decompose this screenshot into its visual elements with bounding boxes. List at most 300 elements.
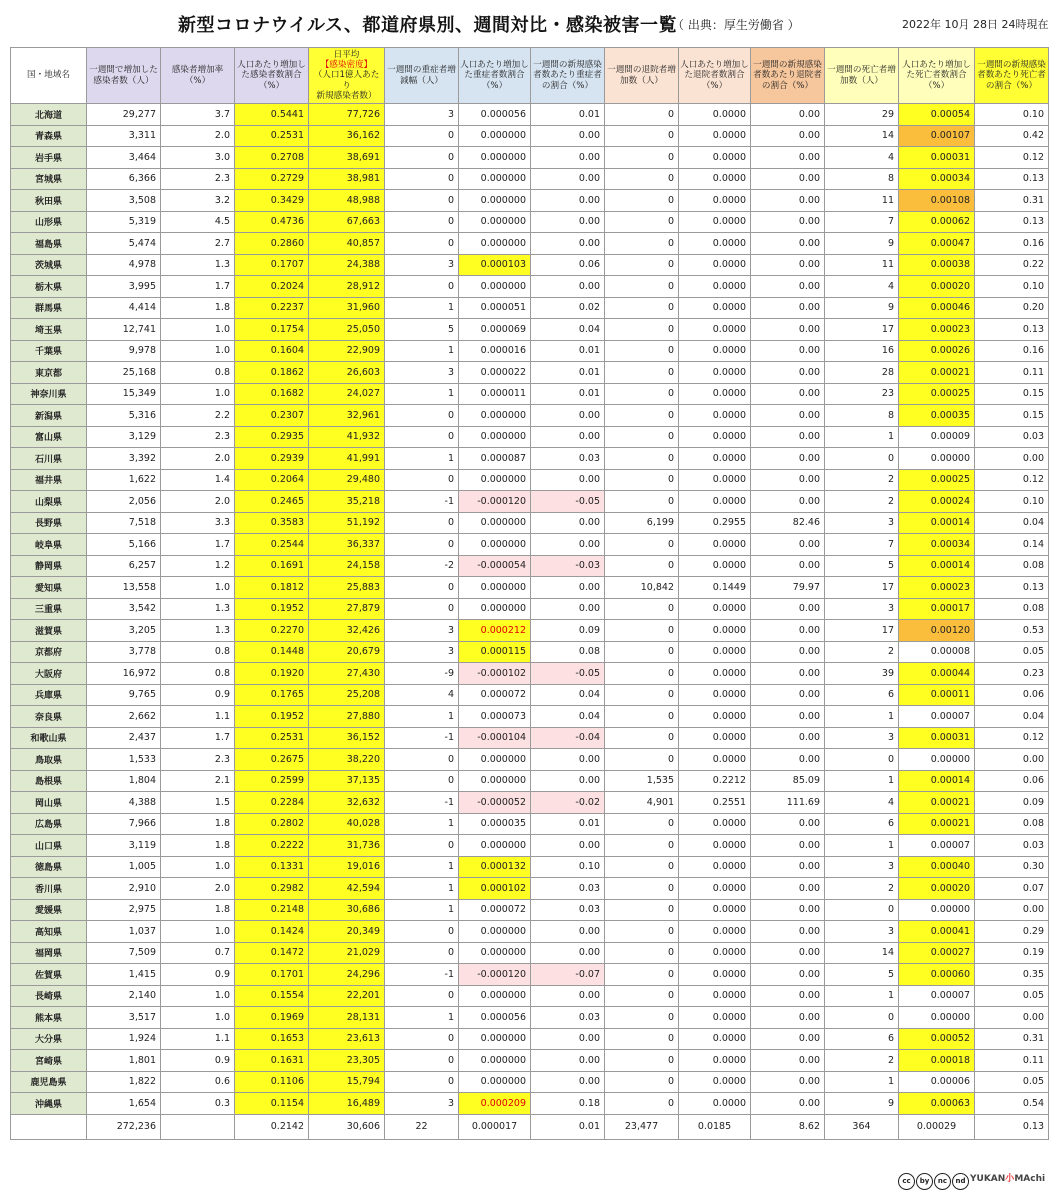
- cell-severe-ratio: -0.000054: [459, 555, 531, 577]
- cell-severe-ratio: 0.000000: [459, 276, 531, 298]
- cell-deaths: 8: [825, 405, 899, 427]
- table-row: [11, 792, 1049, 814]
- cell-severe-change: 1: [385, 448, 459, 470]
- cell-discharged-ratio: 0.0000: [679, 168, 751, 190]
- cell-severe-per-case: 0.00: [531, 426, 605, 448]
- total-cell: 272,236: [87, 1114, 161, 1139]
- prefecture-name: 奈良県: [11, 706, 87, 728]
- cell-discharged: 0: [605, 319, 679, 341]
- cell-severe-per-case: 0.00: [531, 211, 605, 233]
- cell-death-ratio: 0.00014: [899, 512, 975, 534]
- cell-deaths: 14: [825, 125, 899, 147]
- prefecture-name: 愛媛県: [11, 899, 87, 921]
- cell-new-cases: 3,778: [87, 641, 161, 663]
- table-row: [11, 1093, 1049, 1115]
- cell-density: 27,879: [309, 598, 385, 620]
- cell-discharged: 6,199: [605, 512, 679, 534]
- cell-severe-per-case: 0.10: [531, 856, 605, 878]
- cell-severe-ratio: 0.000000: [459, 469, 531, 491]
- cell-death-ratio: 0.00035: [899, 405, 975, 427]
- cell-severe-per-case: -0.02: [531, 792, 605, 814]
- cell-severe-per-case: 0.00: [531, 835, 605, 857]
- prefecture-name: 千葉県: [11, 340, 87, 362]
- cell-severe-ratio: 0.000000: [459, 405, 531, 427]
- cell-density: 31,960: [309, 297, 385, 319]
- cell-severe-per-case: 0.00: [531, 1050, 605, 1072]
- cell-density: 20,349: [309, 921, 385, 943]
- col-header-severe-per-case: 一週間の新規感染者数あたり重症者の割合（%）: [531, 48, 605, 104]
- cell-discharged: 4,901: [605, 792, 679, 814]
- cell-density: 23,305: [309, 1050, 385, 1072]
- cell-discharged: 0: [605, 469, 679, 491]
- cell-severe-change: 0: [385, 147, 459, 169]
- prefecture-name: 青森県: [11, 125, 87, 147]
- cell-growth-rate: 1.0: [161, 383, 235, 405]
- cell-severe-per-case: 0.00: [531, 534, 605, 556]
- prefecture-name: 大阪府: [11, 663, 87, 685]
- cell-case-ratio: 0.2465: [235, 491, 309, 513]
- cell-discharged-per-case: 0.00: [751, 104, 825, 126]
- cell-discharged-ratio: 0.0000: [679, 340, 751, 362]
- table-body: [11, 104, 1049, 1140]
- cell-death-ratio: 0.00025: [899, 383, 975, 405]
- cell-new-cases: 5,319: [87, 211, 161, 233]
- cell-discharged: 0: [605, 211, 679, 233]
- table-row: [11, 340, 1049, 362]
- cell-discharged: 0: [605, 1050, 679, 1072]
- cell-deaths: 39: [825, 663, 899, 685]
- cell-deaths: 1: [825, 770, 899, 792]
- prefecture-name: 宮崎県: [11, 1050, 87, 1072]
- cell-new-cases: 3,119: [87, 835, 161, 857]
- cell-discharged-ratio: 0.0000: [679, 964, 751, 986]
- cell-severe-ratio: 0.000000: [459, 942, 531, 964]
- cell-new-cases: 3,542: [87, 598, 161, 620]
- cell-death-per-case: 0.22: [975, 254, 1049, 276]
- cell-deaths: 7: [825, 534, 899, 556]
- cell-growth-rate: 2.0: [161, 878, 235, 900]
- cell-death-per-case: 0.15: [975, 383, 1049, 405]
- table-row: [11, 534, 1049, 556]
- cell-death-per-case: 0.16: [975, 340, 1049, 362]
- cell-case-ratio: 0.1448: [235, 641, 309, 663]
- cell-case-ratio: 0.2675: [235, 749, 309, 771]
- prefecture-name: 広島県: [11, 813, 87, 835]
- cell-severe-change: 5: [385, 319, 459, 341]
- cell-severe-change: 0: [385, 168, 459, 190]
- cell-death-ratio: 0.00108: [899, 190, 975, 212]
- cell-severe-per-case: 0.03: [531, 448, 605, 470]
- cell-growth-rate: 1.8: [161, 297, 235, 319]
- cell-discharged-ratio: 0.0000: [679, 147, 751, 169]
- cell-severe-per-case: 0.03: [531, 878, 605, 900]
- cell-discharged-per-case: 0.00: [751, 1093, 825, 1115]
- cell-deaths: 17: [825, 577, 899, 599]
- cell-severe-per-case: 0.04: [531, 684, 605, 706]
- table-row: [11, 1050, 1049, 1072]
- cell-new-cases: 1,924: [87, 1028, 161, 1050]
- prefecture-name: 鹿児島県: [11, 1071, 87, 1093]
- cell-discharged: 1,535: [605, 770, 679, 792]
- cell-death-ratio: 0.00018: [899, 1050, 975, 1072]
- table-row: [11, 276, 1049, 298]
- cell-death-per-case: 0.42: [975, 125, 1049, 147]
- cell-severe-per-case: 0.00: [531, 147, 605, 169]
- cell-deaths: 14: [825, 942, 899, 964]
- col-header-death-ratio: 人口あたり増加した死亡者数割合（%）: [899, 48, 975, 104]
- cell-density: 41,991: [309, 448, 385, 470]
- cell-deaths: 17: [825, 319, 899, 341]
- cell-growth-rate: 2.7: [161, 233, 235, 255]
- cell-new-cases: 2,140: [87, 985, 161, 1007]
- cell-discharged: 0: [605, 1028, 679, 1050]
- cell-discharged-per-case: 0.00: [751, 125, 825, 147]
- cell-case-ratio: 0.2531: [235, 125, 309, 147]
- table-row: [11, 663, 1049, 685]
- cell-case-ratio: 0.1424: [235, 921, 309, 943]
- cell-death-per-case: 0.12: [975, 147, 1049, 169]
- cell-new-cases: 6,366: [87, 168, 161, 190]
- cell-discharged-ratio: 0.0000: [679, 878, 751, 900]
- prefecture-name: 神奈川県: [11, 383, 87, 405]
- cell-new-cases: 7,966: [87, 813, 161, 835]
- cell-severe-per-case: 0.09: [531, 620, 605, 642]
- cell-case-ratio: 0.1862: [235, 362, 309, 384]
- cell-severe-ratio: 0.000000: [459, 749, 531, 771]
- total-cell: [11, 1114, 87, 1139]
- col-header-region: 国・地域名: [11, 48, 87, 104]
- prefecture-name: 福島県: [11, 233, 87, 255]
- prefecture-name: 秋田県: [11, 190, 87, 212]
- cell-severe-per-case: -0.05: [531, 663, 605, 685]
- cell-growth-rate: 2.2: [161, 405, 235, 427]
- cell-discharged-ratio: 0.0000: [679, 856, 751, 878]
- cell-deaths: 2: [825, 469, 899, 491]
- cell-death-per-case: 0.15: [975, 405, 1049, 427]
- cell-discharged: 0: [605, 555, 679, 577]
- cell-discharged-ratio: 0.0000: [679, 125, 751, 147]
- cell-discharged-per-case: 0.00: [751, 1050, 825, 1072]
- cell-death-ratio: 0.00021: [899, 362, 975, 384]
- cell-growth-rate: 1.3: [161, 620, 235, 642]
- cell-severe-ratio: 0.000209: [459, 1093, 531, 1115]
- cell-death-per-case: 0.07: [975, 878, 1049, 900]
- cell-severe-ratio: 0.000000: [459, 211, 531, 233]
- cell-discharged: 0: [605, 921, 679, 943]
- cell-deaths: 2: [825, 1050, 899, 1072]
- cell-growth-rate: 1.8: [161, 813, 235, 835]
- cell-death-ratio: 0.00000: [899, 448, 975, 470]
- cell-discharged-per-case: 0.00: [751, 942, 825, 964]
- cell-severe-ratio: -0.000102: [459, 663, 531, 685]
- cell-severe-change: 0: [385, 426, 459, 448]
- cell-growth-rate: 1.1: [161, 706, 235, 728]
- cell-discharged: 0: [605, 706, 679, 728]
- cell-new-cases: 3,995: [87, 276, 161, 298]
- total-cell: 0.000017: [459, 1114, 531, 1139]
- cell-discharged: 0: [605, 426, 679, 448]
- cell-death-ratio: 0.00000: [899, 749, 975, 771]
- cell-severe-change: 3: [385, 104, 459, 126]
- cell-severe-ratio: 0.000000: [459, 598, 531, 620]
- cell-severe-per-case: -0.05: [531, 491, 605, 513]
- cell-severe-per-case: 0.01: [531, 340, 605, 362]
- cell-deaths: 11: [825, 190, 899, 212]
- cell-new-cases: 25,168: [87, 362, 161, 384]
- cell-severe-change: 0: [385, 211, 459, 233]
- cell-severe-change: 0: [385, 125, 459, 147]
- table-row: [11, 426, 1049, 448]
- cell-severe-ratio: 0.000069: [459, 319, 531, 341]
- cell-severe-ratio: 0.000000: [459, 985, 531, 1007]
- cell-severe-per-case: 0.00: [531, 276, 605, 298]
- cell-severe-change: 0: [385, 835, 459, 857]
- table-row: [11, 641, 1049, 663]
- table-row: [11, 254, 1049, 276]
- cell-severe-change: 0: [385, 749, 459, 771]
- cell-death-per-case: 0.31: [975, 1028, 1049, 1050]
- cell-new-cases: 12,741: [87, 319, 161, 341]
- total-cell: 0.00029: [899, 1114, 975, 1139]
- cell-severe-change: -1: [385, 964, 459, 986]
- table-row: [11, 749, 1049, 771]
- cell-new-cases: 9,978: [87, 340, 161, 362]
- report-date: 2022年 10月 28日 24時現在: [902, 18, 1049, 31]
- cell-growth-rate: 2.0: [161, 125, 235, 147]
- cell-discharged-ratio: 0.0000: [679, 426, 751, 448]
- cell-severe-per-case: 0.00: [531, 598, 605, 620]
- prefecture-name: 兵庫県: [11, 684, 87, 706]
- cell-discharged-per-case: 0.00: [751, 469, 825, 491]
- cell-death-per-case: 0.03: [975, 835, 1049, 857]
- cell-death-ratio: 0.00008: [899, 641, 975, 663]
- cell-deaths: 4: [825, 147, 899, 169]
- table-row: [11, 512, 1049, 534]
- cell-deaths: 1: [825, 426, 899, 448]
- cell-severe-per-case: 0.08: [531, 641, 605, 663]
- cell-discharged-ratio: 0.0000: [679, 942, 751, 964]
- cell-new-cases: 1,005: [87, 856, 161, 878]
- cell-case-ratio: 0.1920: [235, 663, 309, 685]
- cell-severe-ratio: 0.000016: [459, 340, 531, 362]
- total-cell: [161, 1114, 235, 1139]
- cell-discharged: 0: [605, 491, 679, 513]
- cell-discharged: 0: [605, 899, 679, 921]
- prefecture-name: 富山県: [11, 426, 87, 448]
- cell-deaths: 8: [825, 168, 899, 190]
- cell-density: 37,135: [309, 770, 385, 792]
- cell-discharged-ratio: 0.0000: [679, 813, 751, 835]
- cell-discharged: 0: [605, 813, 679, 835]
- cell-discharged: 0: [605, 1093, 679, 1115]
- table-row: [11, 147, 1049, 169]
- cell-severe-per-case: 0.00: [531, 577, 605, 599]
- cell-severe-ratio: 0.000000: [459, 168, 531, 190]
- cell-deaths: 23: [825, 383, 899, 405]
- cell-density: 23,613: [309, 1028, 385, 1050]
- cell-new-cases: 3,392: [87, 448, 161, 470]
- cell-density: 38,691: [309, 147, 385, 169]
- cell-density: 19,016: [309, 856, 385, 878]
- cell-density: 22,201: [309, 985, 385, 1007]
- cell-growth-rate: 0.9: [161, 964, 235, 986]
- cell-death-ratio: 0.00000: [899, 899, 975, 921]
- cell-severe-ratio: 0.000132: [459, 856, 531, 878]
- cell-severe-change: 1: [385, 297, 459, 319]
- col-header-severe-change: 一週間の重症者増減幅（人）: [385, 48, 459, 104]
- cell-severe-per-case: 0.06: [531, 254, 605, 276]
- cell-deaths: 3: [825, 598, 899, 620]
- cell-severe-ratio: 0.000000: [459, 125, 531, 147]
- prefecture-name: 山形県: [11, 211, 87, 233]
- cell-severe-ratio: 0.000000: [459, 1050, 531, 1072]
- cell-discharged-per-case: 0.00: [751, 598, 825, 620]
- cell-severe-per-case: 0.00: [531, 749, 605, 771]
- cell-discharged-per-case: 0.00: [751, 405, 825, 427]
- density-line-2: 【感染密度】: [320, 60, 373, 71]
- cell-death-per-case: 0.30: [975, 856, 1049, 878]
- site-logo: YUKAN小MAchi: [970, 1174, 1046, 1184]
- cell-severe-per-case: 0.03: [531, 899, 605, 921]
- prefecture-name: 大分県: [11, 1028, 87, 1050]
- cell-severe-change: 4: [385, 684, 459, 706]
- cell-growth-rate: 0.9: [161, 1050, 235, 1072]
- cell-severe-change: 0: [385, 1028, 459, 1050]
- cell-new-cases: 1,622: [87, 469, 161, 491]
- cell-new-cases: 7,518: [87, 512, 161, 534]
- cell-deaths: 5: [825, 555, 899, 577]
- cell-severe-change: 1: [385, 813, 459, 835]
- cell-severe-change: 0: [385, 598, 459, 620]
- cell-discharged-ratio: 0.0000: [679, 1007, 751, 1029]
- prefecture-name: 京都府: [11, 641, 87, 663]
- cell-discharged-per-case: 0.00: [751, 835, 825, 857]
- cell-growth-rate: 1.0: [161, 319, 235, 341]
- cell-death-ratio: 0.00007: [899, 985, 975, 1007]
- cell-deaths: 3: [825, 512, 899, 534]
- cell-deaths: 6: [825, 1028, 899, 1050]
- table-row: [11, 555, 1049, 577]
- cell-discharged-ratio: 0.0000: [679, 663, 751, 685]
- cell-density: 15,794: [309, 1071, 385, 1093]
- cell-density: 36,337: [309, 534, 385, 556]
- cell-discharged-ratio: 0.0000: [679, 921, 751, 943]
- cell-severe-ratio: 0.000087: [459, 448, 531, 470]
- cell-discharged: 0: [605, 405, 679, 427]
- cell-severe-per-case: 0.00: [531, 233, 605, 255]
- cell-death-per-case: 0.00: [975, 899, 1049, 921]
- cell-severe-change: 3: [385, 641, 459, 663]
- footer: [898, 1168, 1048, 1188]
- cell-discharged-ratio: 0.0000: [679, 641, 751, 663]
- cell-death-per-case: 0.13: [975, 168, 1049, 190]
- table-row: [11, 985, 1049, 1007]
- cell-death-per-case: 0.13: [975, 319, 1049, 341]
- prefecture-name: 埼玉県: [11, 319, 87, 341]
- cell-new-cases: 2,662: [87, 706, 161, 728]
- cell-discharged-ratio: 0.0000: [679, 1050, 751, 1072]
- cell-severe-per-case: 0.01: [531, 383, 605, 405]
- cell-discharged: 0: [605, 254, 679, 276]
- cell-discharged-ratio: 0.0000: [679, 835, 751, 857]
- cell-new-cases: 13,558: [87, 577, 161, 599]
- cell-severe-ratio: 0.000011: [459, 383, 531, 405]
- cell-discharged: 0: [605, 104, 679, 126]
- table-row: [11, 835, 1049, 857]
- cell-severe-ratio: 0.000000: [459, 190, 531, 212]
- cell-growth-rate: 1.8: [161, 835, 235, 857]
- cell-case-ratio: 0.2222: [235, 835, 309, 857]
- cell-discharged-per-case: 0.00: [751, 254, 825, 276]
- cell-severe-ratio: 0.000000: [459, 770, 531, 792]
- cell-severe-ratio: 0.000072: [459, 899, 531, 921]
- cell-severe-ratio: 0.000000: [459, 426, 531, 448]
- cell-deaths: 28: [825, 362, 899, 384]
- total-cell: 0.13: [975, 1114, 1049, 1139]
- cell-death-ratio: 0.00021: [899, 792, 975, 814]
- cell-new-cases: 1,533: [87, 749, 161, 771]
- cell-growth-rate: 1.0: [161, 1007, 235, 1029]
- cell-severe-change: -1: [385, 792, 459, 814]
- cell-case-ratio: 0.2237: [235, 297, 309, 319]
- cell-death-per-case: 0.05: [975, 985, 1049, 1007]
- cell-growth-rate: 1.5: [161, 792, 235, 814]
- cell-severe-per-case: 0.01: [531, 104, 605, 126]
- table-row: [11, 706, 1049, 728]
- cell-severe-ratio: -0.000120: [459, 491, 531, 513]
- cell-case-ratio: 0.2284: [235, 792, 309, 814]
- cell-discharged-ratio: 0.0000: [679, 727, 751, 749]
- cell-discharged-ratio: 0.0000: [679, 405, 751, 427]
- cell-death-per-case: 0.10: [975, 491, 1049, 513]
- cell-death-ratio: 0.00062: [899, 211, 975, 233]
- cell-death-per-case: 0.13: [975, 211, 1049, 233]
- title-bar: [0, 0, 1056, 46]
- cell-density: 32,961: [309, 405, 385, 427]
- cell-deaths: 1: [825, 706, 899, 728]
- cell-discharged: 0: [605, 534, 679, 556]
- cell-case-ratio: 0.2148: [235, 899, 309, 921]
- cell-deaths: 7: [825, 211, 899, 233]
- cell-discharged-ratio: 0.0000: [679, 362, 751, 384]
- cell-case-ratio: 0.2064: [235, 469, 309, 491]
- cell-new-cases: 2,056: [87, 491, 161, 513]
- cell-case-ratio: 0.2599: [235, 770, 309, 792]
- prefecture-name: 沖縄県: [11, 1093, 87, 1115]
- cell-discharged: 0: [605, 233, 679, 255]
- cell-discharged-per-case: 79.97: [751, 577, 825, 599]
- cell-discharged-per-case: 0.00: [751, 706, 825, 728]
- prefecture-name: 佐賀県: [11, 964, 87, 986]
- cell-severe-ratio: 0.000022: [459, 362, 531, 384]
- cell-deaths: 9: [825, 297, 899, 319]
- cell-discharged: 0: [605, 168, 679, 190]
- cell-deaths: 16: [825, 340, 899, 362]
- cell-discharged: 0: [605, 362, 679, 384]
- cell-growth-rate: 2.0: [161, 491, 235, 513]
- prefecture-name: 群馬県: [11, 297, 87, 319]
- cell-death-ratio: 0.00014: [899, 555, 975, 577]
- table-row: [11, 770, 1049, 792]
- cell-case-ratio: 0.1554: [235, 985, 309, 1007]
- cell-discharged-per-case: 0.00: [751, 362, 825, 384]
- cell-discharged-per-case: 0.00: [751, 211, 825, 233]
- cell-discharged-ratio: 0.0000: [679, 297, 751, 319]
- table-row: [11, 942, 1049, 964]
- cell-severe-change: 1: [385, 383, 459, 405]
- header-row: [11, 48, 1049, 104]
- cell-discharged-ratio: 0.2212: [679, 770, 751, 792]
